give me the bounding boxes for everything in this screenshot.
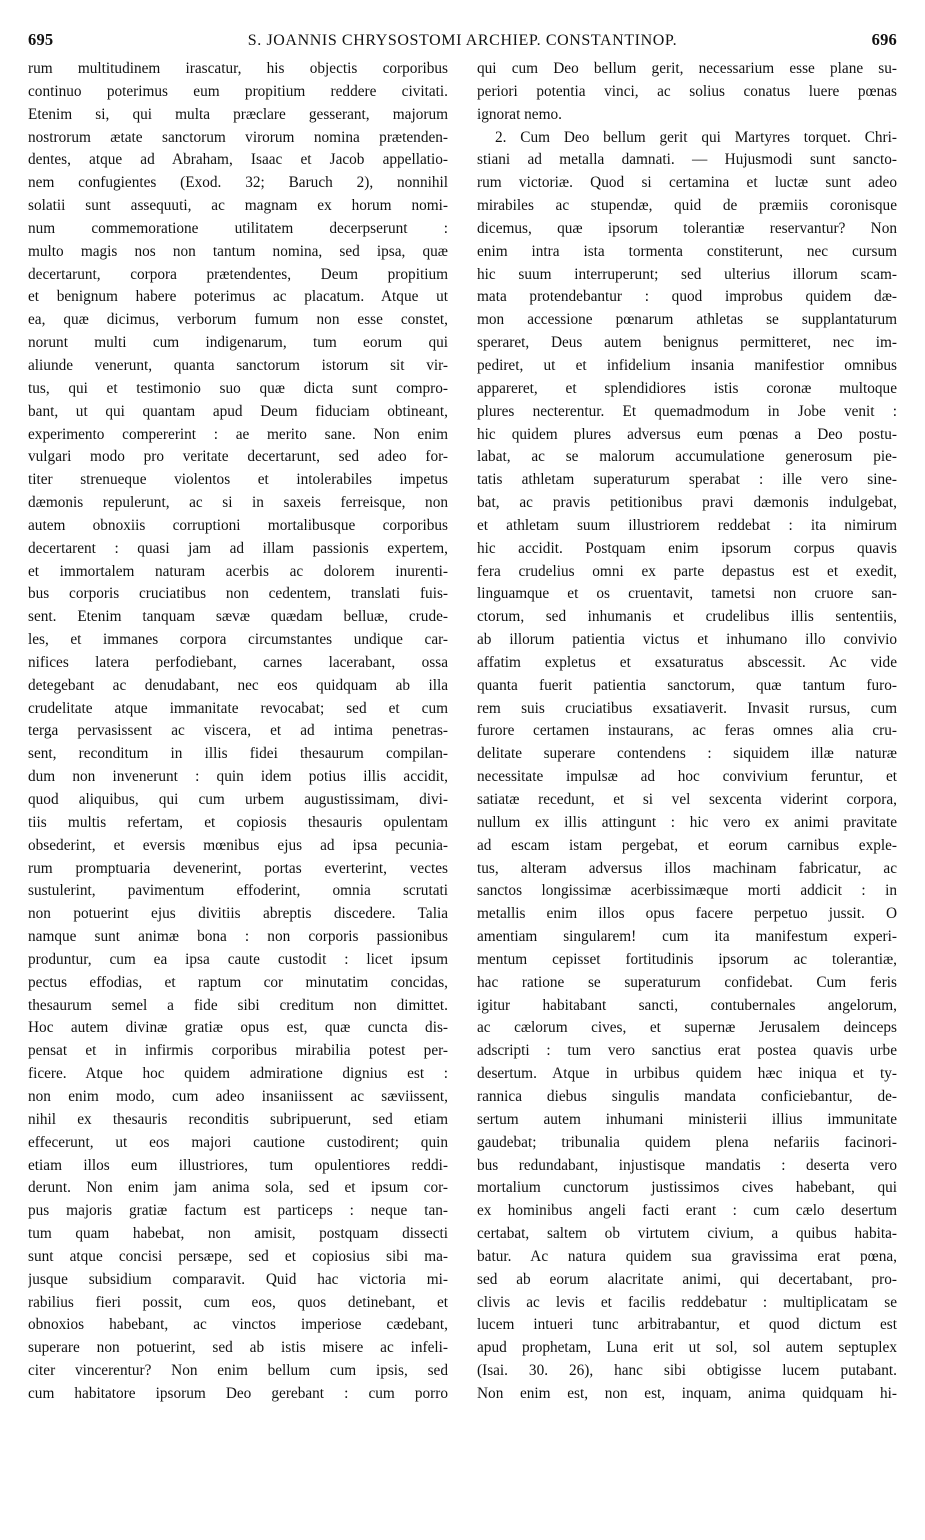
text-line: satiatæ recedunt, et si vel sexcenta viderint corpora,: [477, 791, 897, 808]
text-line: vulgari modo pro veritate decertarunt, sed adeo for-: [28, 448, 448, 466]
text-line: titer strenueque violentos et intolerabiles impetus: [28, 471, 448, 489]
text-line: lucem intueri tunc arbitrabantur, et quod dictum est: [477, 1316, 897, 1334]
text-line: bant, ut qui quantam apud Deum fiduciam obtineant,: [28, 402, 448, 420]
text-line: nihil ex thesauris reconditis subripuerunt, sed etiam: [28, 1110, 448, 1128]
text-line: nullum ex illis attingunt : hic vero ex animi pravitate: [477, 813, 897, 831]
text-line: et immortalem naturam acerbis ac dolorem inurenti-: [28, 562, 448, 580]
text-line: sanctos longissimæ acerbissimæque morti addicit : in: [477, 882, 897, 900]
text-line: linguamque et os cruentavit, tametsi non cruore san-: [477, 585, 897, 603]
text-line: nifices latera perfodiebant, carnes lacerabant, ossa: [28, 653, 448, 671]
text-line: etiam illos eum illustriores, tum opulentiores reddi-: [28, 1156, 448, 1174]
text-line: stiani ad metalla damnati. — Hujusmodi sunt sancto-: [477, 151, 897, 169]
text-line: citer vincerentur? Non enim bellum cum ipsis, sed: [28, 1362, 448, 1380]
text-line: rabilius fieri possit, cum eos, quos detinebant, et: [28, 1293, 448, 1311]
text-line: num commemoratione utilitatem decerpserunt :: [28, 219, 448, 237]
text-line: ea, quæ dicimus, verborum fumum non esse constet,: [28, 311, 448, 329]
text-line: gaudebat; tribunalia quidem plena nefariis facinori-: [477, 1133, 897, 1151]
text-line: pus majoris gratiæ factum est particeps : neque tan-: [28, 1202, 448, 1220]
text-columns: [28, 58, 897, 1406]
text-line: speraret, Deus autem benignus permitteret, nec im-: [477, 334, 897, 352]
text-line: quanta fuerit patientia sanctorum, quæ tantum furo-: [477, 676, 897, 694]
text-line: rem suis cruciatibus exsatiaverit. Invasit rursus, cum: [477, 699, 897, 717]
text-line: ignorat nemo.: [477, 105, 562, 123]
text-line: crudelitate atque immanitate revocabat; sed et cum: [28, 699, 448, 717]
text-line: decertarent : quasi jam ad illam passionis expertem,: [28, 539, 448, 557]
text-line: fera crudelius omni ex parte depastus est et exedit,: [477, 562, 897, 580]
text-line: tatis athletam superaturum sperabat : ille vero sine-: [477, 471, 897, 489]
text-line: hac ratione se superaturum confidebat. Cum feris: [477, 973, 897, 991]
text-line: sustulerint, pavimentum effoderint, omnia scrutati: [28, 882, 448, 900]
text-line: solatii sunt assequuti, ac magnam ex horum nomi-: [28, 197, 448, 215]
text-line: periori potentia vinci, ac solius conatus luere pœnas: [477, 82, 897, 100]
text-line: metallis enim illos opus facere perpetuo jussit. O: [477, 905, 897, 923]
text-line: amentiam singularem! cum ita manifestum experi-: [477, 928, 897, 946]
text-line: apud prophetam, Luna erit ut sol, sol autem septuplex: [477, 1339, 897, 1357]
text-line: hic quidem plures adversus eum pœnas a Deo postu-: [477, 425, 897, 443]
text-line: desertum. Atque in urbibus quidem hæc iniqua et ty-: [477, 1065, 897, 1083]
text-line: igitur habitabant sancti, contubernales angelorum,: [477, 996, 897, 1014]
text-line: et athletam suum illustriorem reddebat : ita nimirum: [477, 516, 897, 534]
text-line: thesaurum semel a fide sibi creditum non dimittet.: [28, 996, 448, 1014]
text-line: batur. Ac natura quidem sua gravissima erat pœna,: [477, 1247, 897, 1265]
text-line: derunt. Non enim jam anima sola, sed et ipsum cor-: [28, 1179, 448, 1197]
text-line: delitate superare contendens : siquidem illæ naturæ: [477, 745, 897, 763]
text-line: non enim modo, cum adeo insaniissent ac sæviissent,: [28, 1087, 448, 1105]
text-line: non potuerint ejus divitiis abreptis discedere. Talia: [28, 905, 448, 923]
text-line: mirabiles ac stupendæ, quid de præmiis coronisque: [477, 197, 897, 215]
running-head: [28, 30, 897, 56]
text-line: mon accessione pœnarum athletas se supplantaturum: [477, 311, 897, 329]
running-title: S. JOANNIS CHRYSOSTOMI ARCHIEP. CONSTANTINOP.: [247, 32, 678, 49]
text-line: ac cælorum cives, et supernæ Jerusalem deinceps: [477, 1019, 897, 1037]
text-line: cum habitatore ipsorum Deo gerebant : cum porro: [28, 1384, 448, 1402]
text-line: dentes, atque ad Abraham, Isaac et Jacob appellatio-: [28, 151, 448, 169]
text-line: et benignum habere poterimus ac placatum. Atque ut: [28, 288, 448, 306]
right-column: [477, 58, 897, 1406]
text-line: sed ab eorum alacritate animi, qui decertabant, pro-: [477, 1270, 897, 1288]
text-line: quod aliquibus, qui cum urbem augustissimam, divi-: [28, 791, 448, 808]
text-line: Etenim si, qui multa præclare gesserant, majorum: [28, 105, 448, 123]
text-line: sent. Etenim tanquam sævæ quædam belluæ, crude-: [28, 608, 448, 626]
text-line: ficere. Atque hoc quidem admiratione dignius est :: [28, 1065, 448, 1083]
text-line: terga pervasissent ac viscera, et ad intima penetras-: [28, 722, 448, 740]
text-line: mata protendebantur : quod improbus quidem dæ-: [477, 288, 897, 306]
text-line: multo magis nos non tantum nomina, sed ipsa, quæ: [28, 242, 448, 260]
text-line: obnoxios habebant, ac vinctos imperiose cædebant,: [28, 1316, 448, 1334]
text-line: autem obnoxiis corruptioni mortalibusque corporibus: [28, 516, 448, 534]
text-line: Non enim est, non est, inquam, anima quidquam hi-: [477, 1384, 897, 1402]
text-line: tus, alteram adversus illos machinam fabricatur, ac: [477, 859, 897, 877]
text-line: (Isai. 30. 26), hanc sibi obtigisse lucem putabant.: [477, 1362, 897, 1380]
text-line: furore certamen instaurans, ac feras omnes alia cru-: [477, 722, 897, 740]
text-line: nostrorum ætate sanctorum virorum nomina prætenden-: [28, 128, 448, 146]
text-line: aliunde venerunt, quanta sanctorum istorum sit vir-: [28, 356, 448, 374]
text-line: sent, reconditum in illis fidei thesaurum compilan-: [28, 745, 448, 763]
text-line: nem confugientes (Exod. 32; Baruch 2), nonnihil: [28, 174, 448, 192]
text-line: ab illorum patientia victus et inhumano illo convivio: [477, 631, 897, 649]
text-line: rum multitudinem irascatur, his objectis corporibus: [28, 60, 448, 77]
text-line: pediret, ut et infidelium insania manifestior omnibus: [477, 356, 897, 374]
text-line: tum quam habebat, non amisit, postquam dissecti: [28, 1225, 448, 1243]
text-line: clivis ac levis et facilis reddebatur : multiplicatam se: [477, 1293, 897, 1311]
text-line: pectus effodias, et raptum cor minutatim concidas,: [28, 973, 448, 991]
text-line: rum promptuaria devenerint, portas everterint, vectes: [28, 859, 448, 877]
text-line: sunt atque concisi persæpe, sed et copiosius sibi ma-: [28, 1247, 448, 1265]
text-line: bus corporis cruciatibus non cedentem, translati fuis-: [28, 585, 448, 603]
text-line: superare non potuerint, sed ab istis misere ac infeli-: [28, 1339, 448, 1357]
text-line: namque sunt animæ bona : non corporis passionibus: [28, 928, 448, 946]
text-line: mortalium cunctorum justissimos cives habebant, qui: [477, 1179, 897, 1197]
page-number-right: 696: [871, 30, 897, 49]
text-line: dicemus, quæ ipsorum tolerantiæ reservantur? Non: [477, 219, 897, 237]
text-line: rum victoriæ. Quod si certamina et luctæ sunt adeo: [477, 174, 897, 192]
text-line: labat, ac se malorum accumulatione generosum pie-: [477, 448, 897, 466]
text-line: Hoc autem divinæ gratiæ opus est, quæ cuncta dis-: [28, 1019, 448, 1037]
text-line: detegebant ac denudabant, nec eos quidquam ab illa: [28, 676, 448, 694]
text-line: bat, ac pravis petitionibus pravi dæmonis indulgebat,: [477, 494, 897, 512]
text-line: ctorum, sed inhumanis et crudelibus illis sententiis,: [477, 608, 897, 626]
text-line: 2. Cum Deo bellum gerit qui Martyres torquet. Chri-: [495, 128, 897, 146]
text-line: certabat, saltem ob virtutem civium, a quibus habita-: [477, 1225, 897, 1243]
text-line: hic suum interruperunt; sed ulterius illorum scam-: [477, 265, 897, 283]
left-column: [28, 58, 448, 1406]
text-line: dæmonis repulerunt, ac si in saxeis ferreisque, non: [28, 494, 448, 512]
text-line: plures necterentur. Et quemadmodum in Jobe venit :: [477, 402, 897, 420]
text-line: bus redundabant, injustisque mandatis : deserta vero: [477, 1156, 897, 1174]
text-line: les, et immanes corpora circumstantes undique car-: [28, 631, 448, 649]
text-line: ad escam istam pergebat, et eorum carnibus exple-: [477, 836, 897, 854]
text-line: tiis multis refertam, et copiosis thesauris opulentam: [28, 813, 448, 831]
text-line: jusque subsidium comparavit. Quid hac victoria mi-: [28, 1270, 448, 1288]
text-line: necessitate impulsæ ad hoc convivium feruntur, et: [477, 768, 897, 786]
text-line: enim intra ista tormenta constiterunt, nec cursum: [477, 242, 897, 260]
text-line: continuo poterimus eum propitium reddere civitati.: [28, 82, 448, 100]
text-line: effecerunt, ut eos majori cautione custodirent; quin: [28, 1133, 448, 1151]
text-line: obsederint, et eversis mœnibus ejus ad ipsa pecunia-: [28, 836, 448, 854]
text-line: adscripti : tum vero sanctius erat postea quavis urbe: [477, 1042, 897, 1060]
text-line: tus, qui et testimonio suo quæ dicta sunt compro-: [28, 379, 448, 397]
text-line: mentum cepisset fortitudinis ipsorum ac tolerantiæ,: [477, 950, 897, 968]
text-line: ex hominibus angeli facti erant : cum cælo desertum: [477, 1202, 897, 1220]
page-number-left: 695: [28, 30, 54, 49]
text-line: decertarunt, corpora prætendentes, Deum propitium: [28, 265, 448, 283]
text-line: produntur, cum ea ipsa caute custodit : licet ipsum: [28, 950, 448, 968]
text-line: hic accidit. Postquam enim ipsorum corpus quavis: [477, 539, 897, 557]
text-line: sertum autem inhumani ministerii illius immunitate: [477, 1110, 897, 1128]
text-line: experimento compererint : ae merito sane. Non enim: [28, 425, 448, 443]
text-line: affatim expletus et exsaturatus abscessit. Ac vide: [477, 653, 897, 671]
text-line: appareret, et splendidiores istis coronæ multoque: [477, 379, 897, 397]
text-line: norunt multi cum indigenarum, tum eorum qui: [28, 334, 448, 352]
text-line: pensat et in infirmis corporibus mirabilia potest per-: [28, 1042, 448, 1060]
text-line: qui cum Deo bellum gerit, necessarium esse plane su-: [477, 60, 897, 77]
text-line: dum non invenerunt : quin idem potius illis accidit,: [28, 768, 448, 786]
text-line: rannica diebus singulis mandata conficiebantur, de-: [477, 1087, 897, 1105]
